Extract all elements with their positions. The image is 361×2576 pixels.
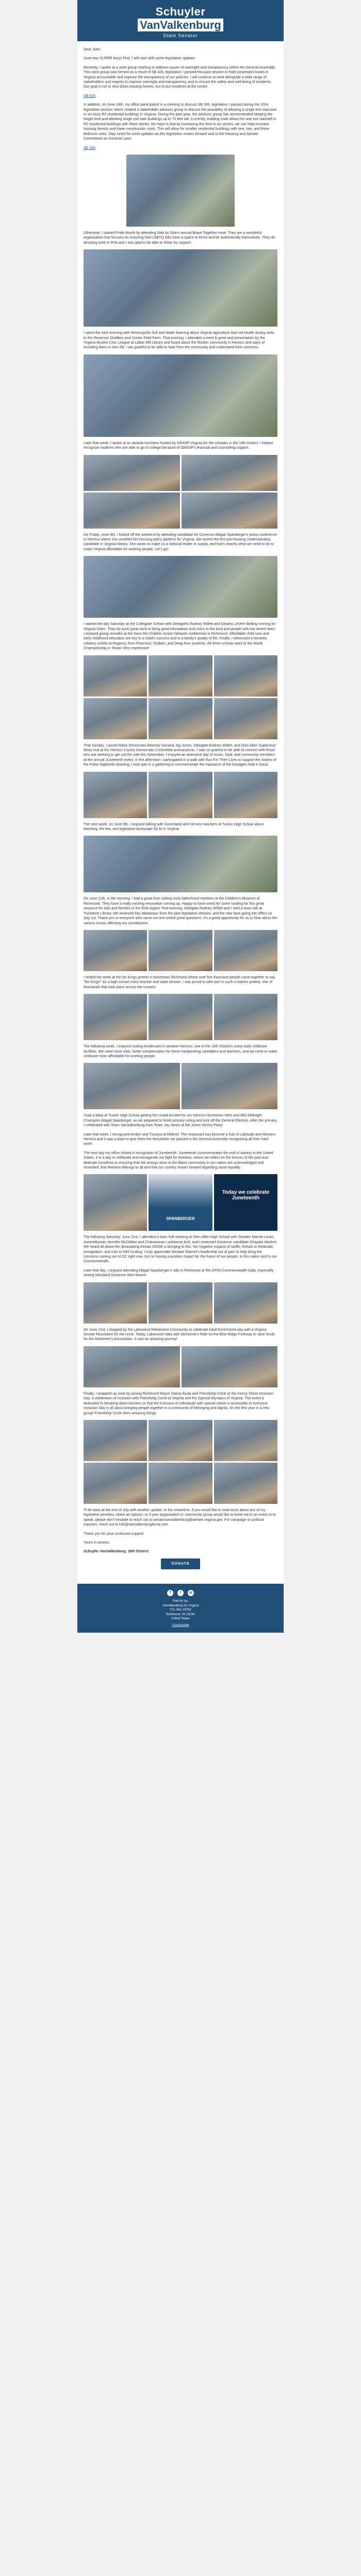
facebook-icon[interactable]: f — [167, 1590, 173, 1596]
photo — [214, 930, 277, 971]
social-icons — [77, 1590, 284, 1596]
photo-spanberger-sign — [149, 1174, 212, 1231]
paragraph: Recently, I spoke at a work group meeting to address issues of oversight and transparency within the General Assembly. This work group was formed as a result of SB 426, legislation I passed this past session to hold convenient boxes in Virginia accountable and improve the transparency of our policies. I will continue to work alongside a wide range of stakeholders and experts to improve oversight and transparency, and to ensure the safety and well-being of residents. Our goal is not to shut down existing homes, but to put residents at the center. — [84, 65, 276, 89]
paragraph: In addition, on June 24th, my office participated in a meeting to discuss SB 395, legislation I passed during the 2024 legislative session which created a stakeholder advisory group to discuss the possibility of allowing a single exit staircase in six-story R2 residential buildings in Virginia. During the past year, the advisory group has recommended keeping the height limit and allowing single exit stair buildings up to 75 feet tall. Currently, building code allows for one exit stairwell in R2 residential buildings with three stories. My hope is that by increasing this limit to six stories, we can help increase housing density and lower construction costs. This will allow for smaller residential buildings with one, two, and three bedroom units. Stay tuned for more updates as this legislation moves forward and to the Housing and Senate Committees on General Laws. — [84, 103, 277, 141]
paragraph: The following Saturday, June 21st, I attended a town hall meeting at Glen Allen High School with Senator Mamie Locke, Assemblyman Jennifer McClellan and Chairwoman Lashrecse Aird, and Lieutenant Governor candidate Ghazala Hashmi. We heard all about the devastating threats DOGE is bringing to this, the negative impacts of tariffs, threats to Medicaid, immigration, and cuts to NIH funding. I truly appreciate Senator Warner's leadership out of pain to help bring the concerns coming out of DC right now, but no having a positive impact for the future of our people, in this nation and in our Commonwealth. — [84, 1235, 277, 1264]
photo — [214, 1463, 277, 1504]
photo — [149, 698, 212, 739]
photo — [84, 655, 147, 697]
twitter-icon[interactable]: t — [177, 1590, 184, 1596]
photo — [214, 994, 277, 1040]
photo-grid-town-hall — [84, 930, 277, 971]
photo-grid-no-kings — [84, 994, 277, 1040]
paragraph: Finally, I wrapped up June by joining Richmond Mayor Danny Avula and Friendship Circle at the Kenny Shore Inclusion Day, a celebration of inclusion with Friendship Circle of Virginia and the Special Olympics of Virginia. The event is dedicated to breaking down barriers so that the inclusion of individuals with special needs is accessible to everyone. Inclusion Day is all about bringing people together in a community of belonging and dignity. It's the first year in a new group! Friendship Circle does amazing things. — [84, 1392, 274, 1415]
photo — [149, 1420, 212, 1461]
photo — [84, 1174, 147, 1231]
donate-button[interactable]: DONATE — [161, 1558, 200, 1569]
photo — [182, 493, 278, 529]
spanberger-sign-text: SPANBERGER — [166, 1216, 195, 1222]
photo — [182, 1346, 278, 1387]
paragraph: The following week, I enjoyed visiting Kindercare in western Henrico, one of the 16th District's many early childcare facilities. We need more slots, better compensation for these hardworking caretakers and teachers, and we need to make childcare more affordable for working people. — [84, 1045, 277, 1058]
footer-city: Richmond, VA 23242 — [166, 1613, 195, 1616]
photo — [84, 1063, 180, 1109]
photo — [149, 655, 212, 697]
footer-paid-by: Paid for by: — [172, 1600, 189, 1603]
paragraph: Later that week, I recognized Amber and Tunaiya at Midmid. The restaurant has become a hub of Lakeside and Western Henrico and it was a blast to give them the Resolution we passed in the General Assembly recognizing all their hard work! — [84, 1132, 276, 1146]
photo — [214, 655, 277, 697]
greeting: Dear John, — [84, 48, 102, 52]
photo-grid-kindercare — [84, 1063, 277, 1109]
photo — [84, 772, 147, 818]
paragraph: The next week, on June 9th, I enjoyed talking with Goochland and Henrico teachers at Tucker High School about teaching, the law, and legislative landscape for AI in Virginia. — [84, 822, 264, 832]
paragraph: Yours in service, — [84, 1540, 110, 1545]
header-last-name: VanValkenburg — [77, 19, 284, 32]
photo-grid-town-hall-gala — [84, 1282, 277, 1324]
photo — [84, 1420, 147, 1461]
sb395-link[interactable]: SB 395 — [84, 146, 95, 150]
photo — [214, 1282, 277, 1324]
paragraph: On June 11th, in the morning, I had a great time visiting early fatherhood mentees at the Children's Museum of Richmond. They have a really exciting renovation coming up. Happy to have voted for some funding for this great resource for kids and families in the RVA region! That evening, Delegate Rodney Willett and I held a town hall at Tuckahoe Library. We reviewed key takeaways from the past legislative session, and the new laws going into effect on July 1st. Thank you to everyone who came out and asked great questions. It's a great opportunity for us to hear about the various issues affecting our constituents. — [84, 897, 277, 925]
paragraph: I started the day Saturday at the Collegiate School with Delegates Rodney Willett and Destiny LeVere Bolling running for Virginia Votes. They do such great work to bring good information and civics to the kind and people with low recent fears. I enjoyed giving remarks at the Save the Children Action Network conference in Richmond. Affordable child care and early childhood education are key to a child's success and to a family's quality of life. Finally, I witnessed a fantastic robotics exhibit at Regency from Pinecrest, Godwin, and Deep Run students. All three schools went to the World Championship in Texas! Very impressive! — [84, 622, 276, 651]
photo — [149, 772, 212, 818]
photo — [149, 1282, 212, 1324]
photo — [84, 994, 147, 1040]
photo-pride — [126, 155, 235, 227]
footer-country: United States — [171, 1617, 190, 1621]
header-first-name: Schuyler — [155, 5, 206, 18]
paragraph: The next day my office closed in recognition of Juneteenth. Juneteenth commemorates the end of slavery in the United States. It is a day to celebrate and reinvigorate our fight for freedom, where we reflect on the horrors of the past and dedicate ourselves to ensuring that the wrongs done to the Black community in our nation are acknowledged and remedied, that freedom belongs to all and that our country moves forward regarding racial equality. — [84, 1151, 273, 1170]
photo-collegiate — [84, 556, 277, 618]
signature: Schuyler VanValkenburg, 16th District — [84, 1550, 149, 1554]
paragraph: I had a blast at Tucker High School getting the crowd excited for our Henrico Hometown Hero and Afro-Midnight Champion Abigail Spanberger, as we prepared to finish primary voting and kick off the General Election. After the primary, I celebrated with Team VanValkenburg from Team Jay Jones at the Jones Victory Party! — [84, 1114, 277, 1128]
photo-grid-inclusion-day — [84, 1420, 277, 1504]
header-title: State Senator — [162, 33, 199, 38]
photo-grid-juneteenth — [84, 1174, 277, 1231]
juneteenth-badge — [214, 1174, 277, 1231]
photo-grid-lakewood — [84, 1346, 277, 1387]
footer-unsubscribe[interactable]: Unsubscribe — [172, 1623, 189, 1627]
juneteenth-badge-text: Today we celebrate Juneteenth — [222, 1190, 270, 1201]
paragraph: June was SUPER busy! First, I will start with some legislative updates. — [84, 57, 196, 61]
email-body — [77, 41, 284, 1584]
instagram-icon[interactable]: ◎ — [188, 1590, 194, 1596]
paragraph: On June 21st, I stopped by the Lakewood Retirement Community to celebrate Adult Enrichment day with a Virginia Senate Resolution for the circle. Today, Lakewood rides with Alzheimer's Ride on the Blue Ridge Parkway to raise funds for the Alzheimer's Association. It was an amazing journey! — [84, 1328, 275, 1342]
photo — [214, 698, 277, 739]
photo — [149, 930, 212, 971]
photo-tucker-teachers — [84, 836, 277, 892]
paragraph: Otherwise, I started Pride Month by attending Side by Side's annual Brave Together meal. They are a wonderful organization that focuses on ensuring that LGBTQ kids have a space to thrive and be authentically themselves. They do amazing work in RVA and I was glad to be able to show my support. — [84, 231, 275, 245]
paragraph: I'll be back at the end of July with another update. In the meantime, if you would like to read more about any of my legislative priorities, share an opinion, or if your organization or community group would like to invite me to an event or to speak, please don't hesitate to reach out at senatorvanvalkenburg@senate.virginia.gov. For campaign or political inquiries, reach out to info@vanvalkenburgforva.com. — [84, 1508, 276, 1527]
photo-grid-picnic — [84, 772, 277, 818]
paragraph: Thank you for your continued support. — [84, 1532, 144, 1536]
paragraph: On Friday, June 6th, I kicked off the weekend by attending candidate for Governor Abigail Spanberger's press conference in Henrico where she unveiled her housing policy platform for Virginia. We toured the first pro-housing Understanding candidate in Virginia history. She wants to make us a national leader in supply, and that's exactly what we need to do to make Virginia affordable for working people. Let's go! — [84, 533, 277, 551]
sb426-link[interactable]: SB 426 — [84, 94, 95, 98]
photo — [182, 1063, 278, 1109]
photo — [84, 1346, 180, 1387]
footer-po-box: P.O. Box 29762 — [170, 1608, 191, 1612]
paragraph: Later that day, I enjoyed attending Abigail Spanberger's rally in Richmond at the DPVA Commonwealth Gala, especially seeing Maryland Governor Wes Moore! — [84, 1268, 274, 1278]
donate-wrapper — [84, 1558, 277, 1569]
paragraph: I spent the next morning with Henricopolis Soil and Water learning about Virginia agriculture and soil health during visits to the Reservoir Distillery and Cream Field Farm. That evening, I attended a meet & greet and presentation by the Virginia Muslim Civic League at Libbie Mill Library and heard about the Muslim community in Henrico and ways of including them in civic life. I am grateful to be able to hear from the community and understand their concerns. — [84, 331, 274, 350]
photo — [84, 930, 147, 971]
photo — [84, 698, 147, 739]
photo — [84, 1282, 147, 1324]
paragraph: I ended the week at the No Kings protest in downtown Richmond where over five thousand people came together to say "No Kings!" As a high school civics teacher and state senator, I was proud to take part in such a historic protest, one of thousands that took place across the country. — [84, 975, 275, 989]
photo — [84, 493, 180, 529]
header-banner — [77, 0, 284, 41]
photo — [149, 994, 212, 1040]
photo-soil-water — [84, 249, 277, 327]
bill-link-line — [84, 94, 277, 98]
photo — [214, 772, 277, 818]
photo — [84, 455, 180, 491]
photo — [84, 1463, 147, 1504]
photo — [182, 455, 278, 491]
photo — [149, 1463, 212, 1504]
photo-grid-spanberger — [84, 455, 277, 529]
paragraph: That Sunday, I joined fellow Democrats Attorney General Jay Jones, Delegate Rodney Willett, and Glen Allen Supervisor Misty Hull at the Henrico County Democratic Committee annual picnic. I was so grateful to be able to connect with those who are working to get out the vote this November. I enjoyed an awesome day of music, food, and community members at the annual Juneteenth event. In the afternoon I participated in a walk with Run For Their Lives to support the victims of the Pulse Nightclub shooting, I took part in a gathering to commemorate the massacre of the hostages held in Gaza. — [84, 743, 276, 767]
photo-grasp — [84, 354, 277, 437]
photo — [214, 1420, 277, 1461]
bill-link-line — [84, 146, 277, 150]
email-container — [77, 0, 284, 1633]
paragraph: Later that week, I spoke at an awards luncheon hosted by GRASP Virginia for the scholars in the 16th District. I helped recognize students who are able to go to college because of GRASP's financial and counseling support. — [84, 441, 273, 450]
photo-grid-weekend — [84, 655, 277, 739]
footer-org: VanValkenburg for Virginia — [162, 1604, 199, 1607]
footer — [77, 1584, 284, 1633]
